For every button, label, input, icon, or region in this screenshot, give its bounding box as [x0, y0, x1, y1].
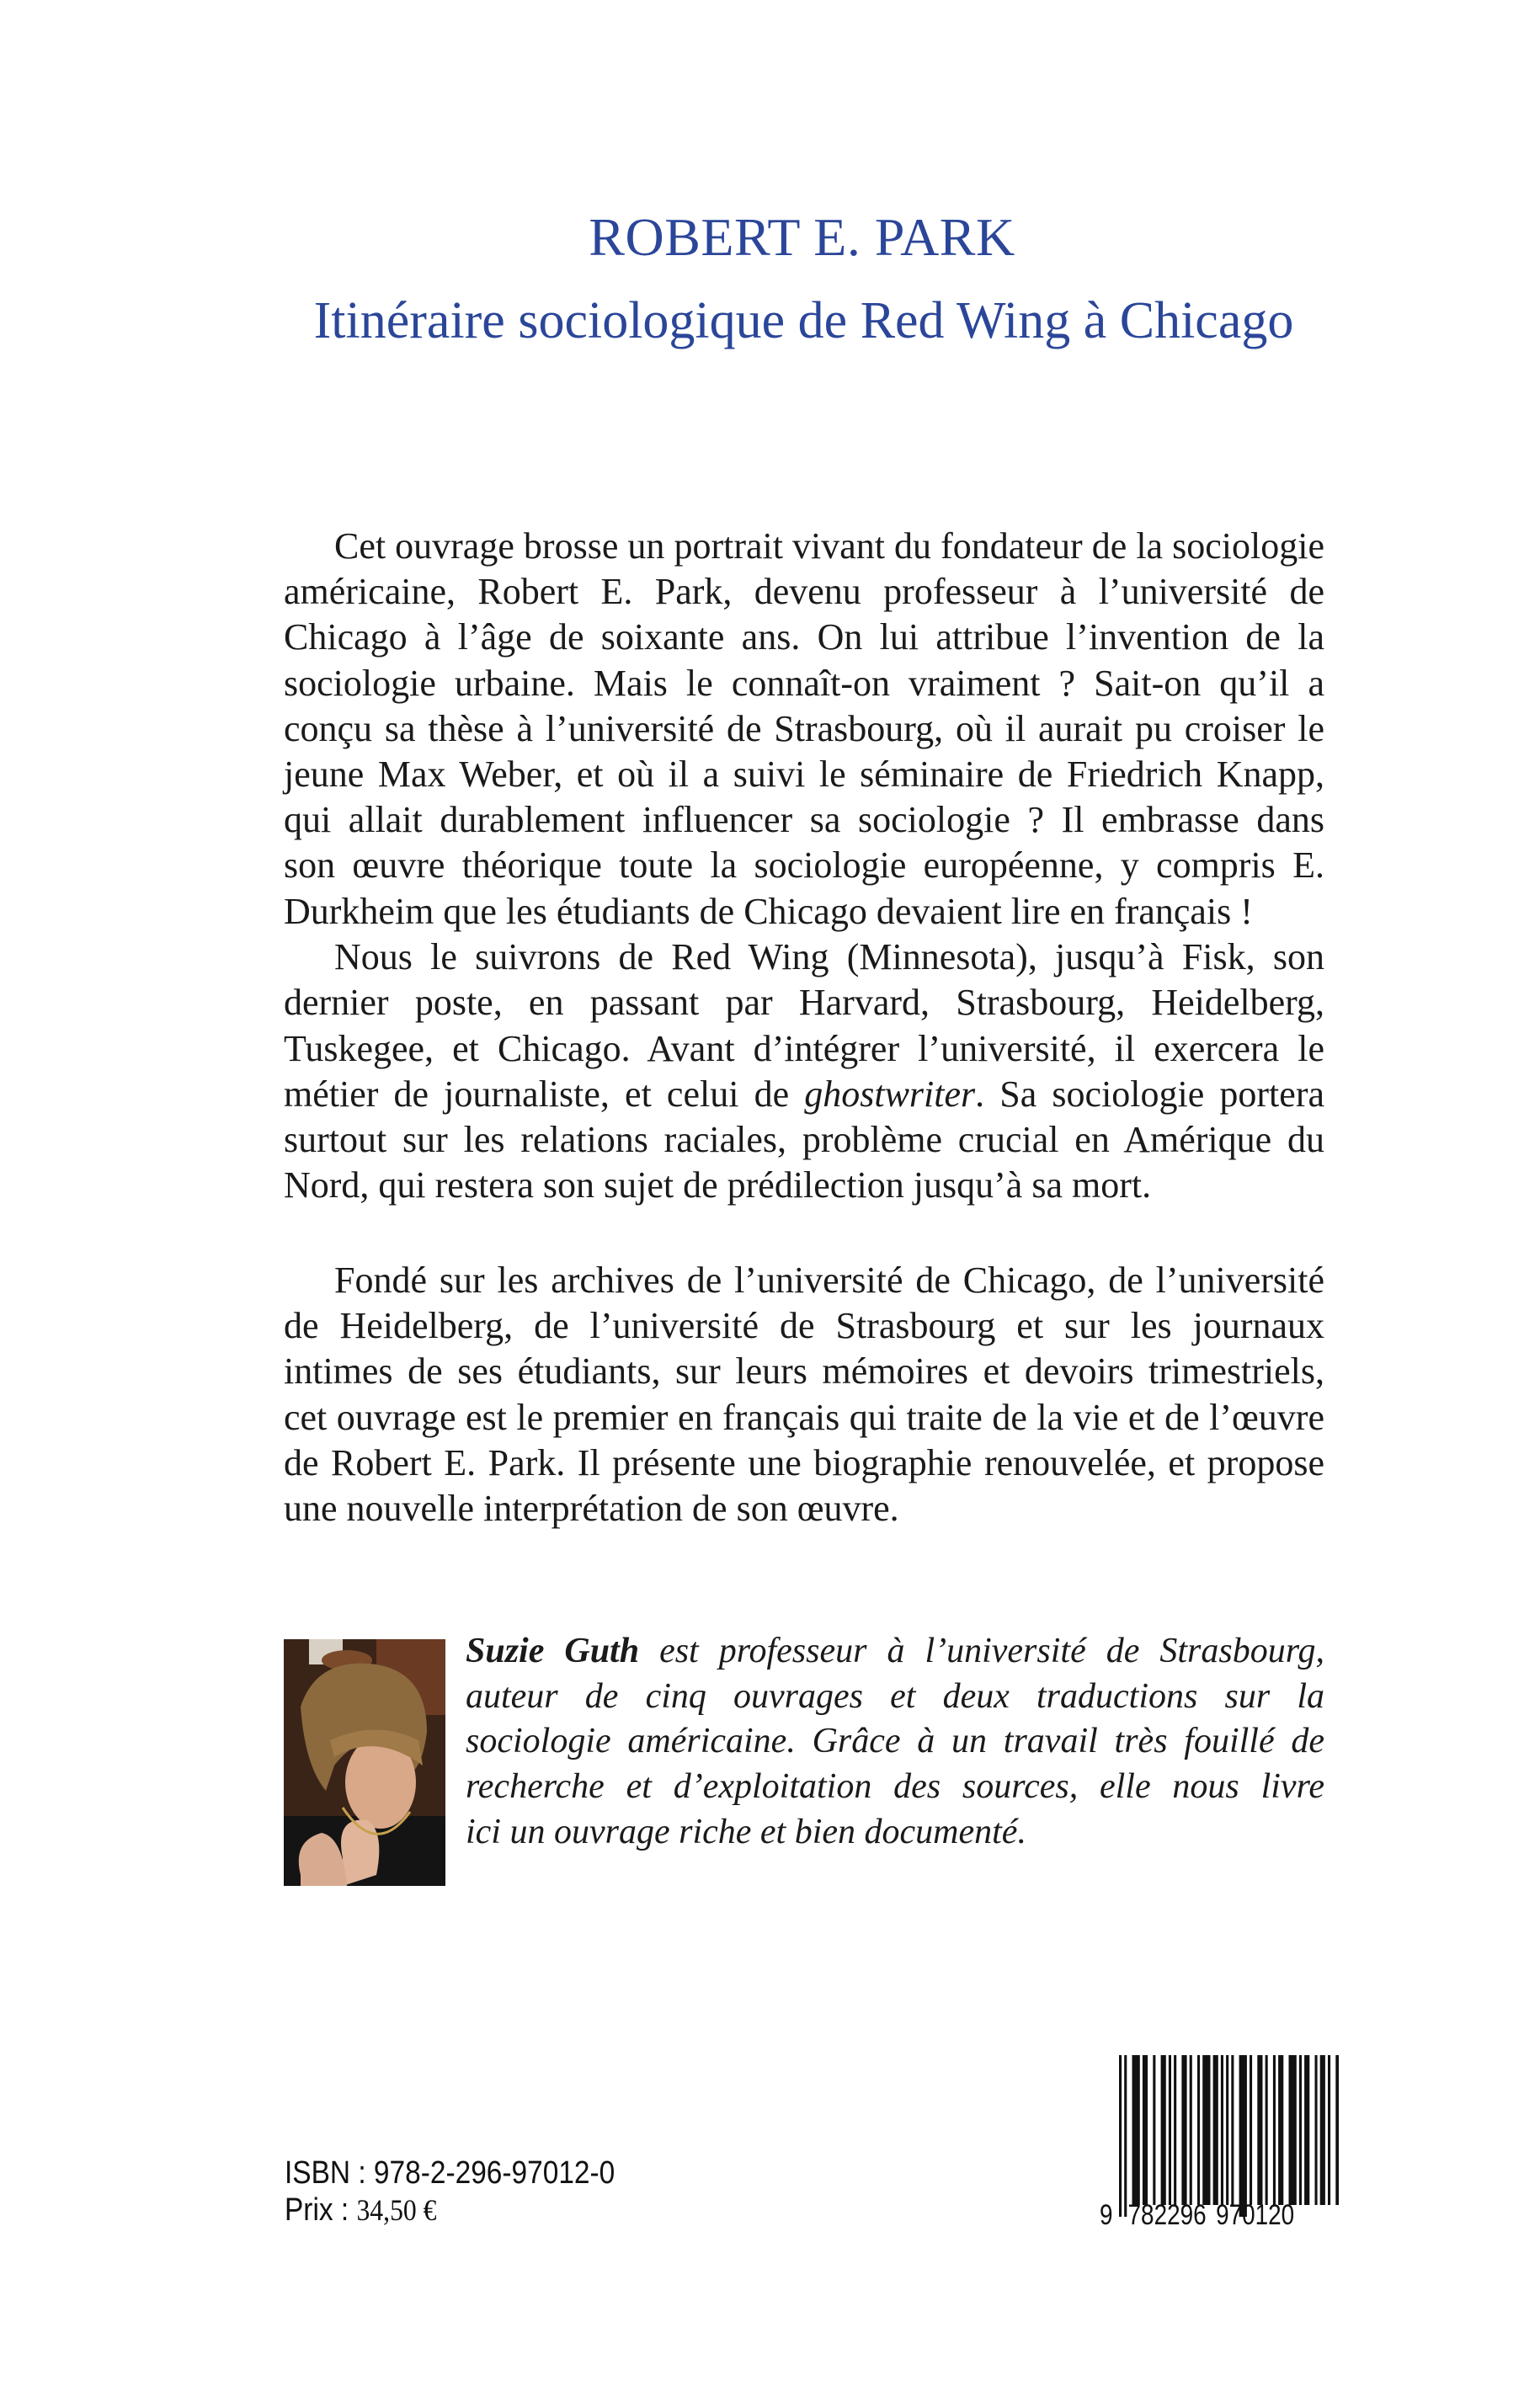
- author-bio-line: ici un ouvrage riche et bien documenté.: [466, 1813, 1026, 1851]
- portrait-image: [284, 1639, 445, 1886]
- barcode-digits-left: 782296: [1127, 2199, 1207, 2231]
- summary-line: de Heidelberg, de l’université de Strasbourg et sur les journaux: [284, 1305, 1324, 1346]
- summary-text: métier de journaliste, et celui de: [284, 1073, 805, 1115]
- price-label: Prix :: [285, 2192, 357, 2228]
- isbn-value: 978-2-296-97012-0: [373, 2155, 615, 2191]
- author-name: Suzie Guth: [466, 1632, 640, 1670]
- summary-line: Tuskegee, et Chicago. Avant d’intégrer l’université, il exercera le: [284, 1028, 1324, 1069]
- summary-line: dernier poste, en passant par Harvard, Strasbourg, Heidelberg,: [284, 982, 1324, 1023]
- summary-line: une nouvelle interprétation de son œuvre.: [284, 1488, 899, 1529]
- isbn: [285, 2157, 615, 2189]
- author-bio-line: recherche et d’exploitation des sources, elle nous livre: [466, 1767, 1324, 1806]
- summary-line: Nord, qui restera son sujet de prédilection jusqu’à sa mort.: [284, 1164, 1152, 1206]
- summary-line: conçu sa thèse à l’université de Strasbourg, où il aurait pu croiser le: [284, 708, 1324, 749]
- author-bio-line: auteur de cinq ouvrages et deux traductions sur la: [466, 1677, 1324, 1716]
- summary-line: Nous le suivrons de Red Wing (Minnesota), jusqu’à Fisk, son: [334, 936, 1324, 977]
- summary-line: intimes de ses étudiants, sur leurs mémoires et devoirs trimestriels,: [284, 1350, 1324, 1392]
- book-title: ROBERT E. PARK: [589, 207, 1015, 267]
- summary-line: qui allait durablement influencer sa sociologie ? Il embrasse dans: [284, 799, 1324, 840]
- summary-line: jeune Max Weber, et où il a suivi le séminaire de Friedrich Knapp,: [284, 754, 1324, 795]
- summary-line: [284, 1073, 1324, 1115]
- author-bio-text: est professeur à l’université de Strasbourg,: [639, 1632, 1324, 1670]
- emphasis-ghostwriter: ghostwriter: [804, 1073, 976, 1115]
- isbn-label: ISBN :: [285, 2155, 374, 2191]
- barcode-digits: [1100, 2201, 1294, 2229]
- summary-line: son œuvre théorique toute la sociologie européenne, y compris E.: [284, 844, 1324, 886]
- author-bio-line: sociologie américaine. Grâce à un travail très fouillé de: [466, 1722, 1324, 1760]
- summary-line: surtout sur les relations raciales, problème crucial en Amérique du: [284, 1119, 1324, 1160]
- summary-line: américaine, Robert E. Park, devenu professeur à l’université de: [284, 571, 1324, 612]
- summary-line: sociologie urbaine. Mais le connaît-on vraiment ? Sait-on qu’il a: [284, 663, 1324, 704]
- summary-line: cet ouvrage est le premier en français qui traite de la vie et de l’œuvre: [284, 1397, 1324, 1438]
- summary-line: Fondé sur les archives de l’université de Chicago, de l’université: [334, 1260, 1324, 1301]
- barcode-digits-right: 970120: [1216, 2199, 1295, 2231]
- author-photo: [284, 1639, 445, 1886]
- summary-line: de Robert E. Park. Il présente une biographie renouvelée, et propose: [284, 1442, 1324, 1483]
- book-subtitle: Itinéraire sociologique de Red Wing à Chicago: [313, 292, 1294, 349]
- barcode-digit-first: 9: [1100, 2199, 1113, 2231]
- barcode: [1095, 2051, 1339, 2236]
- author-bio-line: [466, 1633, 1324, 1669]
- summary-line: Cet ouvrage brosse un portrait vivant du fondateur de la sociologie: [334, 525, 1324, 567]
- price: [285, 2194, 437, 2226]
- summary-line: Chicago à l’âge de soixante ans. On lui attribue l’invention de la: [284, 616, 1324, 658]
- summary-line: Durkheim que les étudiants de Chicago devaient lire en français !: [284, 891, 1253, 932]
- summary-text: . Sa sociologie portera: [975, 1073, 1324, 1115]
- price-value: 34,50 €: [356, 2193, 437, 2227]
